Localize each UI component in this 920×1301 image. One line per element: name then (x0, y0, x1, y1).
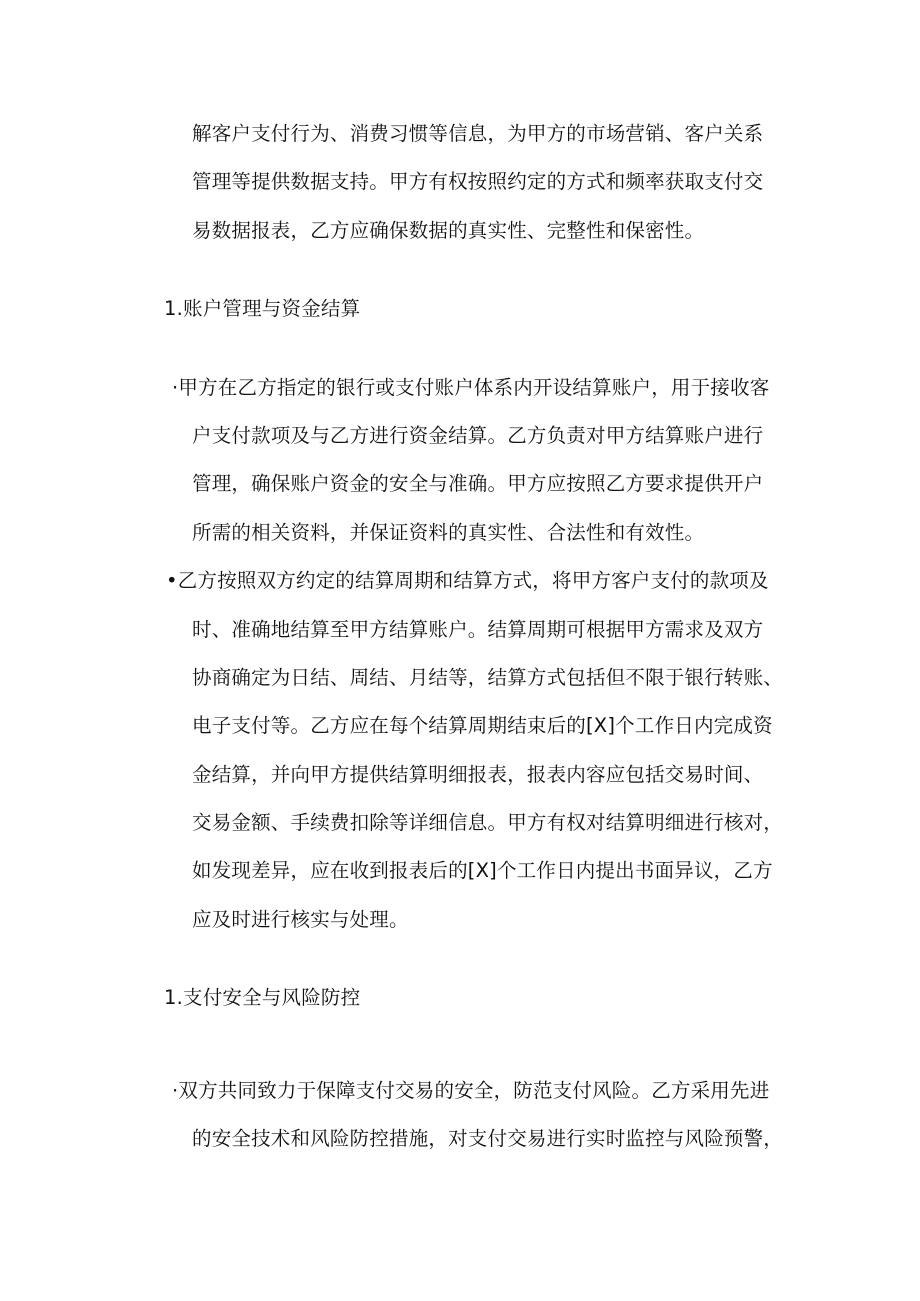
intro-line-3: 易数据报表，乙方应确保数据的真实性、完整性和保密性。 (192, 219, 705, 242)
section-1-p1-line-1: ·甲方在乙方指定的银行或支付账户体系内开设结算账户，用于接收客 (172, 376, 770, 399)
section-1-p1-line-3: 管理，确保账户资金的安全与准确。甲方应按照乙方要求提供开户 (192, 472, 764, 495)
section-1-p2-line-1: •乙方按照双方约定的结算周期和结算方式，将甲方客户支付的款项及 (166, 569, 769, 592)
section-1-p2-line-5: 金结算，并向甲方提供结算明细报表，报表内容应包括交易时间、 (192, 763, 764, 786)
section-2-p1-line-2: 的安全技术和风险防控措施，对支付交易进行实时监控与风险预警， (192, 1127, 784, 1150)
section-1-p2-line-6: 交易金额、手续费扣除等详细信息。甲方有权对结算明细进行核对， (192, 811, 784, 834)
section-1-p2-line-4: 电子支付等。乙方应在每个结算周期结束后的[X]个工作日内完成资 (192, 714, 773, 737)
section-2-title: 1.支付安全与风险防控 (164, 986, 361, 1009)
section-2-p1-line-1: ·双方共同致力于保障支付交易的安全，防范支付风险。乙方采用先进 (172, 1079, 770, 1102)
section-1-p1-line-2: 户支付款项及与乙方进行资金结算。乙方负责对甲方结算账户进行 (192, 424, 764, 447)
section-1-p2-line-2: 时、准确地结算至甲方结算账户。结算周期可根据甲方需求及双方 (192, 618, 764, 641)
section-1-p1-line-4: 所需的相关资料，并保证资料的真实性、合法性和有效性。 (192, 521, 705, 544)
intro-line-2: 管理等提供数据支持。甲方有权按照约定的方式和频率获取支付交 (192, 170, 764, 193)
section-1-p2-line-3: 协商确定为日结、周结、月结等，结算方式包括但不限于银行转账、 (192, 666, 784, 689)
section-1-p2-line-8: 应及时进行核实与处理。 (192, 908, 409, 931)
section-1-title: 1.账户管理与资金结算 (164, 297, 361, 320)
intro-line-1: 解客户支付行为、消费习惯等信息，为甲方的市场营销、客户关系 (192, 122, 764, 145)
section-1-p2-line-7: 如发现差异，应在收到报表后的[X]个工作日内提出书面异议，乙方 (192, 859, 773, 882)
